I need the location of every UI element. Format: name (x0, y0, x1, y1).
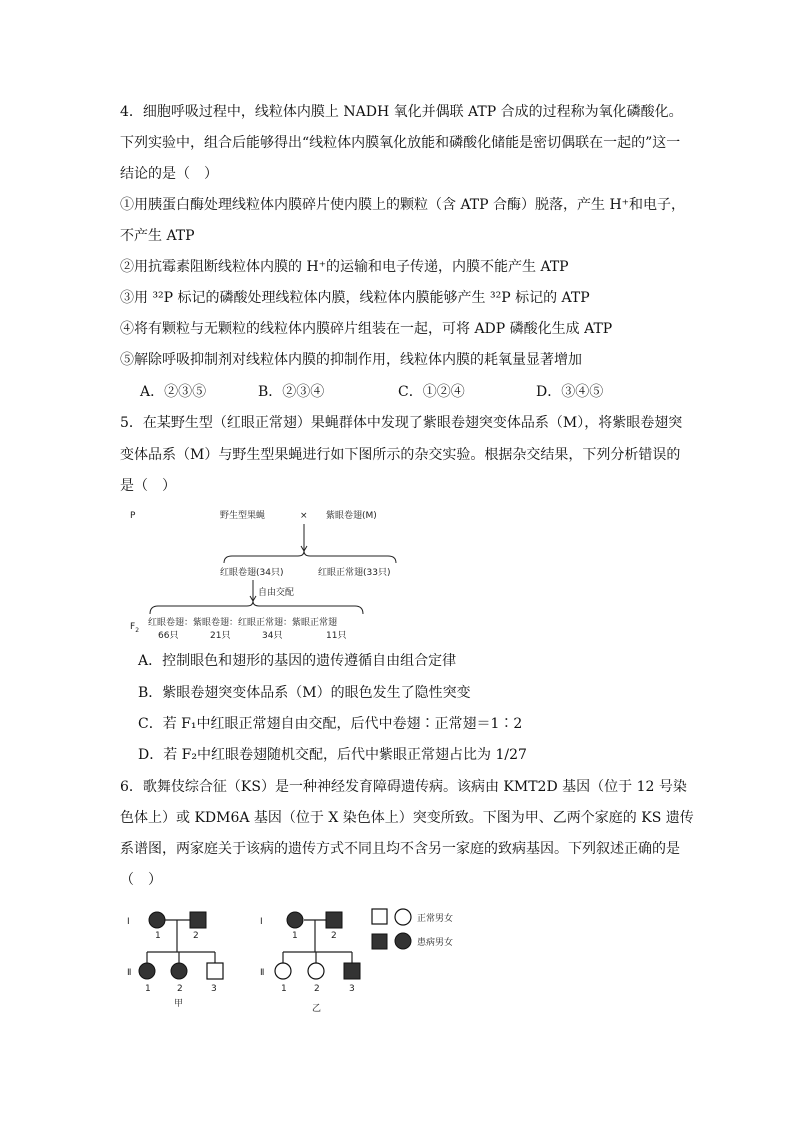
family-1-gen-1-label: Ⅰ (127, 917, 130, 927)
family-2-name: 乙 (312, 1004, 322, 1014)
legend-affected-female-symbol (395, 933, 411, 949)
q4-item-1: ①用胰蛋白酶处理线粒体内膜碎片使内膜上的颗粒（含 ATP 合酶）脱落，产生 H⁺和电子， (120, 197, 686, 213)
family-1-i2-affected-male (190, 912, 206, 928)
legend-affected-male-symbol (372, 934, 387, 949)
q4-option-d: D．③④⑤ (536, 384, 604, 400)
q5-option-b: B．紫眼卷翅突变体品系（M）的眼色发生了隐性突变 (138, 685, 471, 701)
family-1-num-ii1: 1 (145, 984, 151, 994)
family-1-name: 甲 (174, 999, 184, 1009)
f2-count-3: 34只 (262, 631, 283, 641)
parent-wild-type: 野生型果蝇 (220, 511, 266, 521)
q5-stem-line-1: 5．在某野生型（红眼正常翅）果蝇群体中发现了紫眼卷翅突变体品系（M），将紫眼卷翅突 (120, 415, 683, 431)
pedigree-diagrams (120, 900, 480, 1018)
q5-stem-line-2: 变体品系（M）与野生型果蝇进行如下图所示的杂交实验。根据杂交结果，下列分析错误的 (120, 447, 681, 463)
q4-item-5: ⑤解除呼吸抑制剂对线粒体内膜的抑制作用，线粒体内膜的耗氧量显著增加 (120, 352, 582, 368)
family-1-num-i1: 1 (155, 931, 161, 941)
f2-count-2: 21只 (210, 631, 231, 641)
q4-option-c: C．①②④ (398, 384, 465, 400)
q4-item-1-cont: 不产生 ATP (120, 228, 195, 244)
f1-brace (224, 551, 396, 563)
f1-red-curly: 红眼卷翅(34只) (220, 568, 284, 578)
family-2-gen-2-label: Ⅱ (260, 968, 265, 978)
legend-normal-female-symbol (395, 909, 411, 925)
family-2-num-i1: 1 (292, 931, 298, 941)
mating-label: 自由交配 (258, 588, 295, 598)
f2-brace (150, 601, 363, 614)
family-1-gen-2-label: Ⅱ (127, 968, 132, 978)
parent-mutant-m: 紫眼卷翅(M) (326, 511, 377, 521)
q5-option-d: D．若 F₂中红眼卷翅随机交配，后代中紫眼正常翅占比为 1/27 (138, 747, 527, 763)
family-2-num-ii2: 2 (314, 984, 320, 994)
q6-stem-line-1: 6．歌舞伎综合征（KS）是一种神经发育障碍遗传病。该病由 KMT2D 基因（位于 12 号染 (120, 779, 687, 795)
family-1-num-i2: 2 (193, 931, 199, 941)
legend-normal-label: 正常男女 (417, 914, 454, 924)
q4-stem-line-1: 4．细胞呼吸过程中，线粒体内膜上 NADH 氧化并偶联 ATP 合成的过程称为氧化磷酸化。 (120, 104, 683, 120)
family-2-i1-affected-female (287, 912, 303, 928)
family-2-num-ii3: 3 (349, 984, 355, 994)
family-1-ii1-affected-female (139, 963, 155, 979)
family-2-num-i2: 2 (331, 931, 337, 941)
family-2-ii3-affected-male (344, 963, 360, 979)
legend-normal-male-symbol (372, 909, 387, 924)
q4-item-3: ③用 ³²P 标记的磷酸处理线粒体内膜，线粒体内膜能够产生 ³²P 标记的 ATP (120, 290, 590, 306)
q4-option-a: A．②③⑤ (140, 384, 207, 400)
family-1-i1-affected-female (149, 912, 165, 928)
q4-stem-line-3: 结论的是（ ） (120, 166, 218, 182)
family-2-i2-affected-male (326, 912, 342, 928)
f2-count-1: 66只 (158, 631, 179, 641)
q5-option-a: A．控制眼色和翅形的基因的遗传遵循自由组合定律 (138, 653, 457, 669)
q4-option-b: B．②③④ (258, 384, 325, 400)
family-2-gen-1-label: Ⅰ (260, 917, 263, 927)
q6-stem-line-4: （ ） (120, 872, 162, 888)
q5-stem-line-3: 是（ ） (120, 478, 176, 494)
f2-generation-label: $F_2$ (130, 622, 140, 634)
f2-phenotype-ratio: 红眼卷翅：紫眼卷翅：红眼正常翅：紫眼正常翅 (148, 618, 338, 628)
family-1-num-ii2: 2 (177, 984, 183, 994)
cross-symbol: × (300, 511, 308, 521)
p-generation-label: P (130, 511, 136, 521)
q5-option-c: C．若 F₁中红眼正常翅自由交配，后代中卷翅∶正常翅＝1∶2 (138, 716, 523, 732)
f2-count-4: 11只 (326, 631, 347, 641)
family-1-ii3-normal-male (207, 963, 223, 979)
family-1-ii2-affected-female (171, 963, 187, 979)
family-1-num-ii3: 3 (211, 984, 217, 994)
q4-item-2: ②用抗霉素阻断线粒体内膜的 H⁺的运输和电子传递，内膜不能产生 ATP (120, 259, 569, 275)
cross-diagram (120, 502, 420, 642)
q6-stem-line-3: 系谱图，两家庭关于该病的遗传方式不同且均不含另一家庭的致病基因。下列叙述正确的是 (120, 841, 680, 857)
q4-stem-line-2: 下列实验中，组合后能够得出“线粒体内膜氧化放能和磷酸化储能是密切偶联在一起的”这一 (120, 135, 681, 151)
family-2-ii2-normal-female (308, 963, 324, 979)
q4-item-4: ④将有颗粒与无颗粒的线粒体内膜碎片组装在一起，可将 ADP 磷酸化生成 ATP (120, 321, 613, 337)
q6-stem-line-2: 色体上）或 KDM6A 基因（位于 X 染色体上）突变所致。下图为甲、乙两个家庭的 KS 遗传 (120, 810, 694, 826)
f1-red-normal: 红眼正常翅(33只) (318, 568, 391, 578)
family-2-num-ii1: 1 (281, 984, 287, 994)
family-2-ii1-normal-female (275, 963, 291, 979)
legend-affected-label: 患病男女 (417, 938, 454, 948)
